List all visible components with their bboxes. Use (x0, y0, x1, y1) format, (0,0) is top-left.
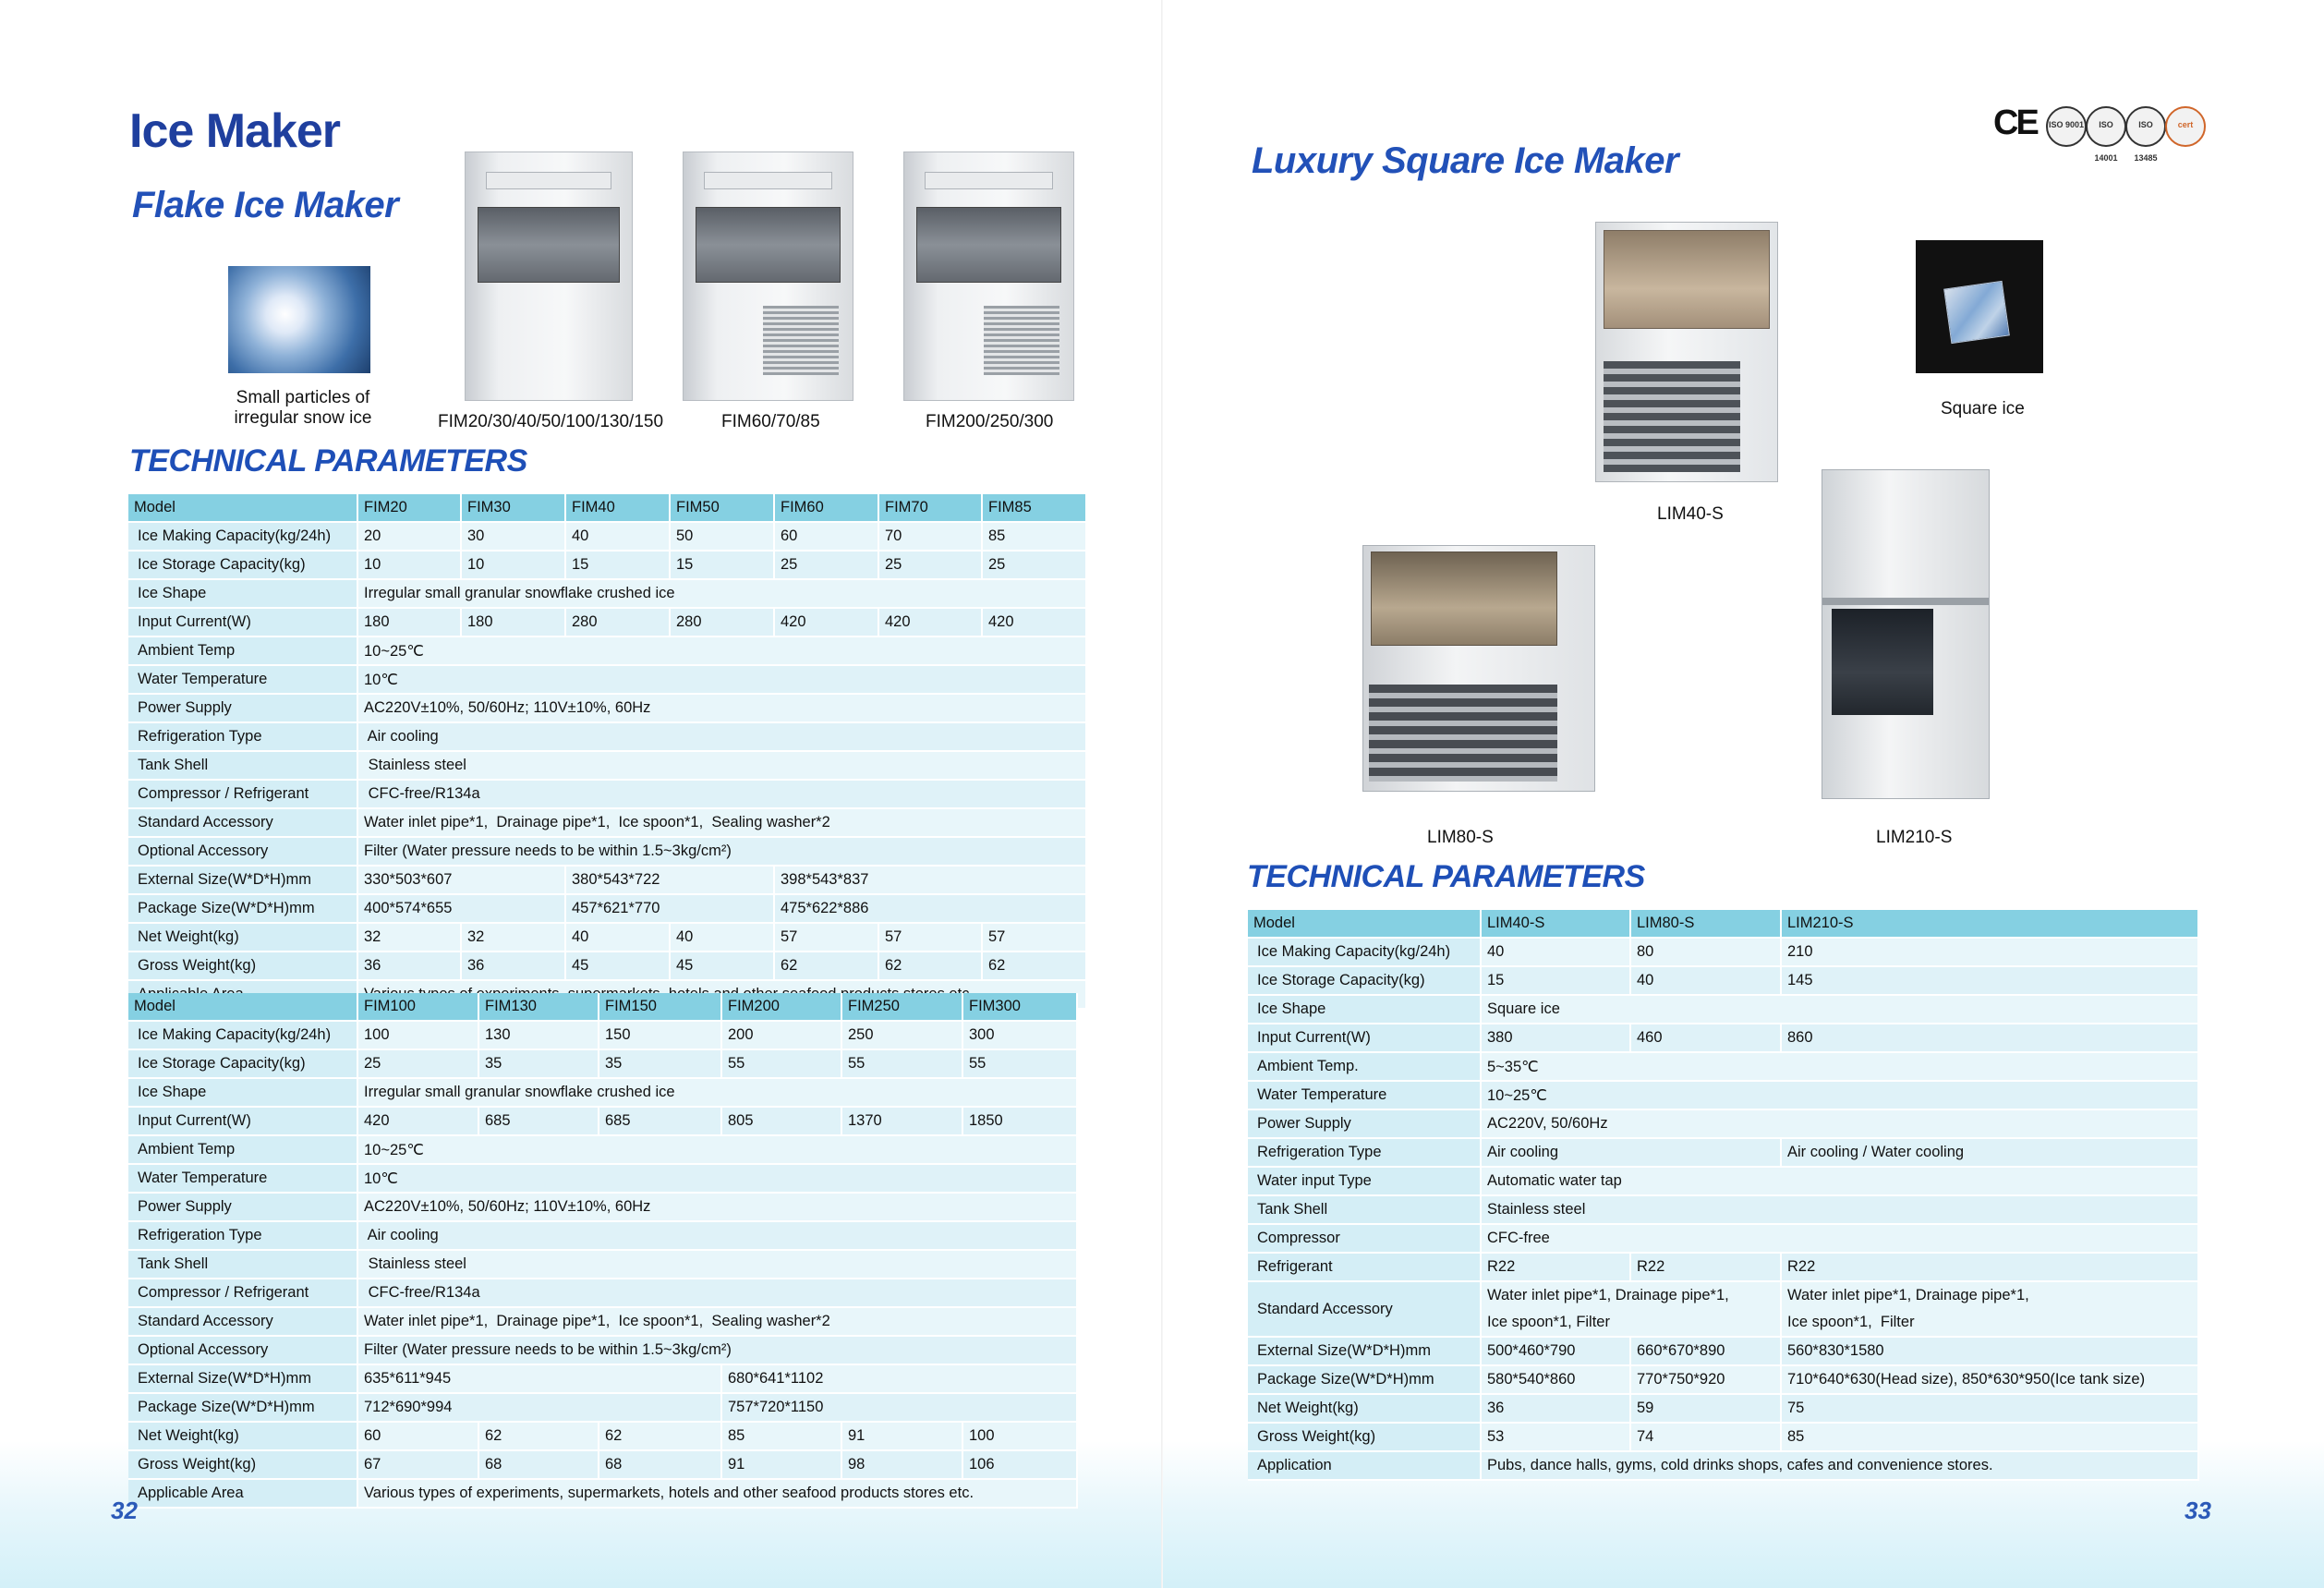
fim-machine-medium-image (683, 152, 853, 401)
table-row (1248, 1196, 2199, 1225)
row-label: Net Weight(kg) (128, 924, 358, 952)
table-cell: 457*621*770 (566, 895, 775, 924)
row-label: Application (1248, 1452, 1482, 1481)
snow-ice-caption: Small particles of irregular snow ice (234, 388, 372, 428)
table-row (1248, 996, 2199, 1024)
table-cell: R22 (1782, 1254, 2199, 1282)
table-cell: Automatic water tap (1482, 1168, 2199, 1196)
iso-14001-badge-icon: ISO 14001 (2086, 106, 2126, 147)
table-cell: 75 (1782, 1395, 2199, 1424)
iso-9001-badge-icon: ISO 9001 (2046, 106, 2087, 147)
table-cell: 85 (1782, 1424, 2199, 1452)
table-cell (1482, 1282, 1782, 1338)
table-row (128, 609, 1087, 637)
table-row (1248, 1452, 2199, 1481)
table-row (128, 1451, 1078, 1480)
row-label: External Size(W*D*H)mm (128, 867, 358, 895)
table-cell: 5~35℃ (1482, 1053, 2199, 1082)
table-cell: 685 (479, 1108, 599, 1136)
table-row (128, 952, 1087, 981)
row-label: Refrigeration Type (1248, 1139, 1482, 1168)
table-cell: 1850 (963, 1108, 1078, 1136)
table-cell: 860 (1782, 1024, 2199, 1053)
row-label: Standard Accessory (1248, 1282, 1482, 1338)
table-row (128, 580, 1087, 609)
table-row (128, 1394, 1078, 1423)
table-cell: Stainless steel (358, 1251, 1078, 1279)
std-accessory-line: Water inlet pipe*1, Drainage pipe*1, (1787, 1287, 2029, 1303)
page-title-right: Luxury Square Ice Maker (1252, 140, 1679, 181)
row-label: External Size(W*D*H)mm (128, 1365, 358, 1394)
row-label: Ice Making Capacity(kg/24h) (128, 1022, 358, 1050)
row-label: Gross Weight(kg) (128, 952, 358, 981)
spec-table-fim-small (128, 494, 1087, 1010)
std-accessory-line: Water inlet pipe*1, Drainage pipe*1, (1487, 1287, 1729, 1303)
table-cell: 580*540*860 (1482, 1366, 1631, 1395)
table-cell: 36 (462, 952, 566, 981)
row-label: Ice Shape (128, 1079, 358, 1108)
table-row (128, 867, 1087, 895)
snow-ice-photo (228, 266, 370, 373)
table-cell: Irregular small granular snowflake crushed ice (358, 580, 1087, 609)
table-cell: 100 (358, 1022, 479, 1050)
table-cell: 55 (722, 1050, 842, 1079)
header-cell: FIM250 (842, 993, 963, 1022)
row-label: Ambient Temp (128, 1136, 358, 1165)
table-row (1248, 1139, 2199, 1168)
table-cell: 60 (358, 1423, 479, 1451)
header-cell: LIM210-S (1782, 910, 2199, 939)
table-cell: 200 (722, 1022, 842, 1050)
table-cell: 250 (842, 1022, 963, 1050)
table-cell: 25 (983, 552, 1087, 580)
table-row (128, 1108, 1078, 1136)
row-label: Ambient Temp (128, 637, 358, 666)
table-cell: 45 (671, 952, 775, 981)
table-cell: 80 (1631, 939, 1782, 967)
table-cell: 62 (479, 1423, 599, 1451)
table-cell: 420 (358, 1108, 479, 1136)
row-label: Ice Making Capacity(kg/24h) (1248, 939, 1482, 967)
table-row (128, 1194, 1078, 1222)
cert-badge-icon: cert (2165, 106, 2206, 147)
table-row (1248, 1110, 2199, 1139)
table-row (128, 781, 1087, 809)
page-title: Ice Maker (129, 104, 341, 158)
row-label: Ice Shape (128, 580, 358, 609)
table-cell: Stainless steel (1482, 1196, 2199, 1225)
row-label: Net Weight(kg) (1248, 1395, 1482, 1424)
product-caption-lim210: LIM210-S (1876, 828, 1953, 847)
table-cell: 35 (599, 1050, 722, 1079)
table-cell: 475*622*886 (775, 895, 1087, 924)
table-cell: 300 (963, 1022, 1078, 1050)
header-cell: LIM80-S (1631, 910, 1782, 939)
table-row (128, 838, 1087, 867)
table-cell: AC220V±10%, 50/60Hz; 110V±10%, 60Hz (358, 695, 1087, 723)
table-cell: 150 (599, 1022, 722, 1050)
row-label: Package Size(W*D*H)mm (1248, 1366, 1482, 1395)
square-ice-caption: Square ice (1941, 399, 2025, 418)
table-cell: 50 (671, 523, 775, 552)
table-header-row (1248, 910, 2199, 939)
row-label: Applicable Area (128, 1480, 358, 1509)
table-row (1248, 1254, 2199, 1282)
table-row (128, 723, 1087, 752)
row-label: Ambient Temp. (1248, 1053, 1482, 1082)
table-row (128, 1480, 1078, 1509)
header-cell: FIM50 (671, 494, 775, 523)
row-label: Input Current(W) (128, 609, 358, 637)
table-row (1248, 1338, 2199, 1366)
row-label: Ice Storage Capacity(kg) (1248, 967, 1482, 996)
table-cell: 400*574*655 (358, 895, 566, 924)
table-cell: 330*503*607 (358, 867, 566, 895)
header-cell: FIM300 (963, 993, 1078, 1022)
table-cell: AC220V±10%, 50/60Hz; 110V±10%, 60Hz (358, 1194, 1078, 1222)
table-row (1248, 1395, 2199, 1424)
table-cell: 57 (775, 924, 879, 952)
table-cell: 500*460*790 (1482, 1338, 1631, 1366)
row-label: Water Temperature (128, 666, 358, 695)
row-label: Ice Shape (1248, 996, 1482, 1024)
table-cell: 68 (599, 1451, 722, 1480)
table-row (128, 1251, 1078, 1279)
section-title-right: TECHNICAL PARAMETERS (1247, 859, 1645, 894)
table-cell: 398*543*837 (775, 867, 1087, 895)
table-header-row (128, 993, 1078, 1022)
table-cell: 1370 (842, 1108, 963, 1136)
table-row (1248, 1225, 2199, 1254)
table-cell: 685 (599, 1108, 722, 1136)
table-cell: 20 (358, 523, 462, 552)
table-cell: 757*720*1150 (722, 1394, 1078, 1423)
table-cell: Stainless steel (358, 752, 1087, 781)
header-cell: Model (1248, 910, 1482, 939)
table-cell: Air cooling (358, 1222, 1078, 1251)
table-row (128, 637, 1087, 666)
table-cell: Irregular small granular snowflake crushed ice (358, 1079, 1078, 1108)
table-cell: Water inlet pipe*1, Drainage pipe*1, Ice spoon*1, Sealing washer*2 (358, 1308, 1078, 1337)
header-cell: FIM200 (722, 993, 842, 1022)
header-cell: FIM60 (775, 494, 879, 523)
page-subtitle: Flake Ice Maker (132, 185, 399, 225)
row-label: Standard Accessory (128, 809, 358, 838)
table-cell: 45 (566, 952, 671, 981)
table-header-row (128, 494, 1087, 523)
table-cell: 35 (479, 1050, 599, 1079)
table-cell: 10~25℃ (358, 637, 1087, 666)
row-label: Input Current(W) (128, 1108, 358, 1136)
row-label: Package Size(W*D*H)mm (128, 1394, 358, 1423)
table-row (128, 752, 1087, 781)
table-row (128, 924, 1087, 952)
row-label: Ice Making Capacity(kg/24h) (128, 523, 358, 552)
table-cell: CFC-free/R134a (358, 781, 1087, 809)
table-row (128, 1279, 1078, 1308)
row-label: Gross Weight(kg) (128, 1451, 358, 1480)
table-row (1248, 967, 2199, 996)
table-cell: 680*641*1102 (722, 1365, 1078, 1394)
row-label: Power Supply (128, 1194, 358, 1222)
table-cell: 85 (722, 1423, 842, 1451)
table-cell: 420 (983, 609, 1087, 637)
row-label: Water Temperature (128, 1165, 358, 1194)
table-cell: 68 (479, 1451, 599, 1480)
header-cell: Model (128, 494, 358, 523)
product-caption-lim40: LIM40-S (1657, 504, 1724, 524)
table-row (128, 1308, 1078, 1337)
table-row (128, 1079, 1078, 1108)
table-cell: 25 (775, 552, 879, 580)
lim40-machine-image (1595, 222, 1778, 482)
row-label: Water Temperature (1248, 1082, 1482, 1110)
row-label: Refrigeration Type (128, 1222, 358, 1251)
lim210-machine-image (1822, 469, 1990, 799)
product-caption-fim-small: FIM20/30/40/50/100/130/150 (438, 412, 664, 431)
table-cell: 805 (722, 1108, 842, 1136)
iso-13485-badge-icon: ISO 13485 (2125, 106, 2166, 147)
table-cell: 25 (358, 1050, 479, 1079)
table-cell: 55 (963, 1050, 1078, 1079)
table-row (128, 1165, 1078, 1194)
table-cell: 40 (671, 924, 775, 952)
table-cell: 280 (671, 609, 775, 637)
table-cell: 40 (566, 924, 671, 952)
row-label: Tank Shell (128, 1251, 358, 1279)
table-cell: 380 (1482, 1024, 1631, 1053)
table-cell: 10 (462, 552, 566, 580)
page-number-right: 33 (2185, 1497, 2211, 1524)
row-label: Compressor / Refrigerant (128, 1279, 358, 1308)
row-label: Compressor / Refrigerant (128, 781, 358, 809)
table-cell: Various types of experiments, supermarkets, hotels and other seafood products stores etc. (358, 1480, 1078, 1509)
row-label: External Size(W*D*H)mm (1248, 1338, 1482, 1366)
row-label: Optional Accessory (128, 838, 358, 867)
table-row (1248, 1053, 2199, 1082)
page-spine (1161, 0, 1163, 1588)
spec-table-fim-large (128, 993, 1078, 1509)
table-cell: 62 (599, 1423, 722, 1451)
table-row (1248, 1282, 2199, 1338)
table-cell: 70 (879, 523, 983, 552)
table-cell: 40 (566, 523, 671, 552)
std-accessory-line: Ice spoon*1, Filter (1487, 1314, 1610, 1330)
table-cell: 36 (1482, 1395, 1631, 1424)
header-cell: FIM100 (358, 993, 479, 1022)
table-cell: 91 (842, 1423, 963, 1451)
row-label: Optional Accessory (128, 1337, 358, 1365)
table-cell: 10~25℃ (1482, 1082, 2199, 1110)
lim80-machine-image (1362, 545, 1595, 792)
table-row (128, 552, 1087, 580)
table-cell: 57 (983, 924, 1087, 952)
header-cell: FIM40 (566, 494, 671, 523)
table-cell: 10 (358, 552, 462, 580)
table-cell: 100 (963, 1423, 1078, 1451)
table-row (128, 1050, 1078, 1079)
table-cell: 59 (1631, 1395, 1782, 1424)
header-cell: FIM20 (358, 494, 462, 523)
row-label: Tank Shell (128, 752, 358, 781)
row-label: Net Weight(kg) (128, 1423, 358, 1451)
table-cell: 10℃ (358, 666, 1087, 695)
table-cell: 460 (1631, 1024, 1782, 1053)
header-cell: LIM40-S (1482, 910, 1631, 939)
table-cell: 62 (879, 952, 983, 981)
header-cell: Model (128, 993, 358, 1022)
table-cell: 62 (983, 952, 1087, 981)
row-label: Package Size(W*D*H)mm (128, 895, 358, 924)
table-cell: 98 (842, 1451, 963, 1480)
table-cell: 74 (1631, 1424, 1782, 1452)
std-accessory-line: Ice spoon*1, Filter (1787, 1314, 1915, 1330)
table-cell: 280 (566, 609, 671, 637)
table-cell: 210 (1782, 939, 2199, 967)
ce-mark-icon: CE (1993, 103, 2037, 142)
table-cell: 40 (1631, 967, 1782, 996)
row-label: Input Current(W) (1248, 1024, 1482, 1053)
section-title-left: TECHNICAL PARAMETERS (129, 443, 527, 479)
table-cell: 660*670*890 (1631, 1338, 1782, 1366)
table-row (128, 1365, 1078, 1394)
table-cell: R22 (1482, 1254, 1631, 1282)
table-cell: 32 (358, 924, 462, 952)
table-row (1248, 939, 2199, 967)
fim-machine-small-image (465, 152, 633, 401)
product-caption-fim-medium: FIM60/70/85 (721, 412, 820, 431)
table-cell: 130 (479, 1022, 599, 1050)
table-cell: 15 (671, 552, 775, 580)
row-label: Standard Accessory (128, 1308, 358, 1337)
header-cell: FIM85 (983, 494, 1087, 523)
table-cell: 25 (879, 552, 983, 580)
table-cell: 380*543*722 (566, 867, 775, 895)
table-cell: 145 (1782, 967, 2199, 996)
row-label: Tank Shell (1248, 1196, 1482, 1225)
table-cell: Air cooling / Water cooling (1782, 1139, 2199, 1168)
header-cell: FIM30 (462, 494, 566, 523)
row-label: Power Supply (128, 695, 358, 723)
table-cell: 106 (963, 1451, 1078, 1480)
table-cell: Square ice (1482, 996, 2199, 1024)
header-cell: FIM70 (879, 494, 983, 523)
table-cell: 30 (462, 523, 566, 552)
table-cell: AC220V, 50/60Hz (1482, 1110, 2199, 1139)
table-row (128, 809, 1087, 838)
product-caption-fim-large: FIM200/250/300 (926, 412, 1054, 431)
table-cell: 180 (462, 609, 566, 637)
table-row (128, 1222, 1078, 1251)
table-row (128, 666, 1087, 695)
row-label: Power Supply (1248, 1110, 1482, 1139)
table-row (1248, 1366, 2199, 1395)
table-row (128, 895, 1087, 924)
table-cell: 60 (775, 523, 879, 552)
fim-machine-large-image (903, 152, 1074, 401)
table-cell: Air cooling (1482, 1139, 1782, 1168)
header-cell: FIM130 (479, 993, 599, 1022)
table-cell: 420 (775, 609, 879, 637)
table-cell: Filter (Water pressure needs to be within 1.5~3kg/cm²) (358, 838, 1087, 867)
table-cell: Water inlet pipe*1, Drainage pipe*1, Ice spoon*1, Sealing washer*2 (358, 809, 1087, 838)
table-cell: CFC-free/R134a (358, 1279, 1078, 1308)
table-row (128, 1136, 1078, 1165)
table-cell: CFC-free (1482, 1225, 2199, 1254)
table-cell: 712*690*994 (358, 1394, 722, 1423)
table-cell: 40 (1482, 939, 1631, 967)
table-row (128, 695, 1087, 723)
table-cell (1782, 1282, 2199, 1338)
table-cell: 10℃ (358, 1165, 1078, 1194)
table-row (1248, 1082, 2199, 1110)
table-row (128, 1022, 1078, 1050)
table-cell: 420 (879, 609, 983, 637)
table-cell: 32 (462, 924, 566, 952)
table-cell: 62 (775, 952, 879, 981)
table-cell: 67 (358, 1451, 479, 1480)
product-caption-lim80: LIM80-S (1427, 828, 1494, 847)
table-cell: 635*611*945 (358, 1365, 722, 1394)
table-cell: 85 (983, 523, 1087, 552)
table-row (1248, 1024, 2199, 1053)
table-cell: 710*640*630(Head size), 850*630*950(Ice tank size) (1782, 1366, 2199, 1395)
table-cell: 91 (722, 1451, 842, 1480)
row-label: Refrigeration Type (128, 723, 358, 752)
table-cell: Pubs, dance halls, gyms, cold drinks shops, cafes and convenience stores. (1482, 1452, 2199, 1481)
table-row (128, 1423, 1078, 1451)
table-cell: 55 (842, 1050, 963, 1079)
square-ice-photo (1916, 240, 2043, 373)
page-number-left: 32 (111, 1497, 138, 1524)
table-row (128, 1337, 1078, 1365)
table-cell: 180 (358, 609, 462, 637)
table-cell: 36 (358, 952, 462, 981)
table-cell: 15 (566, 552, 671, 580)
table-cell: Air cooling (358, 723, 1087, 752)
row-label: Water input Type (1248, 1168, 1482, 1196)
header-cell: FIM150 (599, 993, 722, 1022)
table-cell: 15 (1482, 967, 1631, 996)
table-row (1248, 1168, 2199, 1196)
table-cell: 770*750*920 (1631, 1366, 1782, 1395)
table-cell: 53 (1482, 1424, 1631, 1452)
row-label: Ice Storage Capacity(kg) (128, 1050, 358, 1079)
table-cell: 560*830*1580 (1782, 1338, 2199, 1366)
table-row (1248, 1424, 2199, 1452)
spec-table-lim (1248, 910, 2199, 1481)
row-label: Refrigerant (1248, 1254, 1482, 1282)
row-label: Compressor (1248, 1225, 1482, 1254)
table-cell: 57 (879, 924, 983, 952)
table-cell: R22 (1631, 1254, 1782, 1282)
table-cell: 10~25℃ (358, 1136, 1078, 1165)
table-cell: Filter (Water pressure needs to be within 1.5~3kg/cm²) (358, 1337, 1078, 1365)
table-row (128, 523, 1087, 552)
row-label: Ice Storage Capacity(kg) (128, 552, 358, 580)
row-label: Gross Weight(kg) (1248, 1424, 1482, 1452)
